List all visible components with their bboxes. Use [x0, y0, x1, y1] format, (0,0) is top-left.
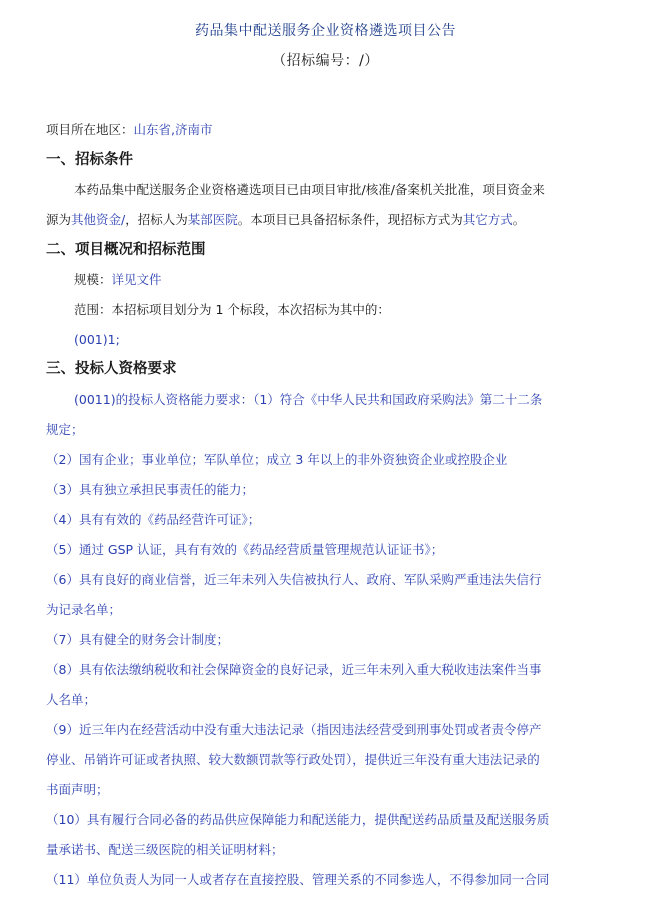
qualification-item-8-line-2: 人名单； [46, 692, 97, 707]
text-span: ，招标人为 [125, 212, 188, 227]
qualification-item-9-line-2: 停业、吊销许可证或者执照、较大数额罚款等行政处罚），提供近三年没有重大违法记录的 [46, 752, 540, 767]
qualification-item-11-line-1: （11）单位负责人为同一人或者存在直接控股、管理关系的不同参选人，不得参加同一合同 [46, 872, 550, 887]
section-heading-tender-conditions: 一、招标条件 [46, 152, 133, 168]
tender-method: 其它方式 [462, 212, 513, 227]
project-scope: 范围：本招标项目划分为 1 个标段，本次招标为其中的： [74, 302, 390, 317]
fund-source: 其他资金/ [71, 212, 126, 227]
qualification-item-10-line-2: 量承诺书、配送三级医院的相关证明材料； [46, 842, 284, 857]
qualification-item-8-line-1: （8）具有依法缴纳税收和社会保障资金的良好记录，近三年未列入重大税收违法案件当事 [46, 662, 542, 677]
qualification-item-7: （7）具有健全的财务会计制度； [46, 632, 229, 647]
qualification-item-6-line-2: 为记录名单； [46, 602, 122, 617]
section-heading-bidder-qualifications: 三、投标人资格要求 [46, 361, 177, 377]
qualification-item-3: （3）具有独立承担民事责任的能力； [46, 482, 254, 497]
qualification-item-9-line-1: （9）近三年内在经营活动中没有重大违法记录（指因违法经营受到刑事处罚或者责令停产 [46, 722, 542, 737]
location-value: 山东省,济南市 [133, 122, 213, 137]
lot-item: (001)1; [74, 332, 120, 347]
section-heading-project-overview: 二、项目概况和招标范围 [46, 242, 206, 258]
tender-number: （招标编号：/） [272, 53, 379, 69]
qualification-item-4: （4）具有有效的《药品经营许可证》； [46, 512, 261, 527]
scale-label: 规模： [74, 272, 112, 287]
qualification-item-5: （5）通过 GSP 认证，具有有效的《药品经营质量管理规范认证证书》； [46, 542, 444, 557]
location-label: 项目所在地区： [46, 122, 134, 137]
scale-value: 详见文件 [111, 272, 162, 287]
qualification-item-9-line-3: 书面声明； [46, 782, 109, 797]
text-span: 。本项目已具备招标条件，现招标方式为 [237, 212, 463, 227]
text-span: 。 [512, 212, 526, 227]
project-scale [74, 272, 621, 288]
qualification-item-1-line-1: (0011)的投标人资格能力要求：（1）符合《中华人民共和国政府采购法》第二十二条 [74, 392, 543, 407]
project-location [46, 122, 621, 138]
tender-conditions-line-1: 本药品集中配送服务企业资格遴选项目已由项目审批/核准/备案机关批准，项目资金来 [74, 182, 545, 197]
qualification-item-2: （2）国有企业；事业单位；军队单位；成立 3 年以上的非外资独资企业或控股企业 [46, 452, 508, 467]
page-title: 药品集中配送服务企业资格遴选项目公告 [195, 23, 456, 39]
tenderer-name: 某部医院 [187, 212, 238, 227]
qualification-item-10-line-1: （10）具有履行合同必备的药品供应保障能力和配送能力，提供配送药品质量及配送服务质 [46, 812, 550, 827]
qualification-item-6-line-1: （6）具有良好的商业信誉，近三年未列入失信被执行人、政府、军队采购严重违法失信行 [46, 572, 542, 587]
tender-conditions-line-2 [46, 212, 621, 228]
qualification-item-1-line-2: 规定； [46, 422, 84, 437]
text-span: 源为 [46, 212, 72, 227]
